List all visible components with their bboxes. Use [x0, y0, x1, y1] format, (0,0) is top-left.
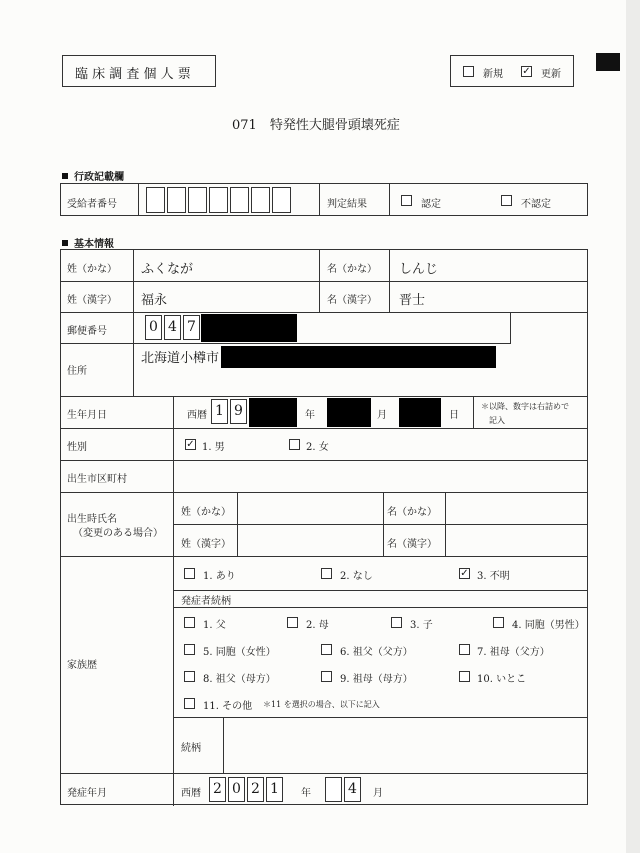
relation-heading: 発症者続柄 — [181, 596, 231, 607]
onset-month-digit-2[interactable]: 4 — [344, 777, 361, 802]
dob-era-label: 西暦 — [187, 410, 207, 421]
rel-7-checkbox[interactable] — [459, 644, 470, 655]
surname-kana-label: 姓（かな） — [67, 264, 117, 275]
rel-4-checkbox[interactable] — [493, 617, 504, 628]
recipient-digit-6[interactable] — [251, 187, 270, 213]
rel-2-label: 2. 母 — [306, 620, 329, 631]
recipient-no-label: 受給者番号 — [67, 199, 117, 210]
basic-table — [60, 249, 588, 805]
approved-checkbox[interactable] — [401, 195, 412, 206]
basic-section-heading: 基本情報 — [62, 235, 114, 250]
postal-label: 郵便番号 — [67, 326, 107, 337]
onset-label: 発症年月 — [67, 788, 107, 799]
bn-surname-kanji-label: 姓（漢字） — [181, 539, 231, 550]
rel-2-checkbox[interactable] — [287, 617, 298, 628]
rel-1-label: 1. 父 — [203, 620, 226, 631]
corner-mark — [596, 53, 620, 71]
admin-table — [60, 183, 588, 216]
address-value[interactable]: 北海道小樽市 — [141, 351, 220, 366]
dob-year-label: 年 — [305, 410, 315, 421]
onset-year-digit-2[interactable]: 0 — [228, 777, 245, 802]
female-label: 2. 女 — [306, 442, 329, 453]
rel-3-checkbox[interactable] — [391, 617, 402, 628]
recipient-digit-4[interactable] — [209, 187, 228, 213]
new-checkbox[interactable] — [463, 66, 474, 77]
surname-kana-value[interactable]: ふくなが — [141, 262, 194, 277]
rel-8-label: 8. 祖父（母方） — [203, 674, 276, 685]
rel-7-label: 7. 祖母（父方） — [477, 647, 550, 658]
disease-title: 071 特発性大腿骨頭壊死症 — [232, 118, 400, 133]
rel-9-checkbox[interactable] — [321, 671, 332, 682]
recipient-digit-3[interactable] — [188, 187, 207, 213]
onset-era-label: 西暦 — [181, 788, 201, 799]
family-yes-checkbox[interactable] — [184, 568, 195, 579]
family-no-label: 2. なし — [340, 571, 373, 582]
recipient-digit-1[interactable] — [146, 187, 165, 213]
redaction-dob-day — [399, 398, 441, 427]
relation-label: 続柄 — [181, 743, 201, 754]
scan-edge — [626, 0, 640, 853]
onset-month-digit-1[interactable] — [325, 777, 342, 802]
form-title-box — [62, 55, 216, 87]
rel-6-checkbox[interactable] — [321, 644, 332, 655]
other-note: ＊11 を選択の場合、以下に記入 — [263, 700, 380, 709]
redaction-dob-month — [327, 398, 371, 427]
family-no-checkbox[interactable] — [321, 568, 332, 579]
recipient-digit-5[interactable] — [230, 187, 249, 213]
update-label: 更新 — [541, 69, 561, 80]
bn-given-kana-label: 名（かな） — [387, 507, 437, 518]
dob-month-label: 月 — [377, 410, 387, 421]
birthplace-label: 出生市区町村 — [67, 474, 127, 485]
given-kana-value[interactable]: しんじ — [399, 262, 439, 277]
onset-year-label: 年 — [301, 788, 311, 799]
rel-11-checkbox[interactable] — [184, 698, 195, 709]
recipient-digit-7[interactable] — [272, 187, 291, 213]
onset-year-digit-3[interactable]: 2 — [247, 777, 264, 802]
postal-digit-1[interactable]: 0 — [145, 315, 162, 340]
family-unknown-label: 3. 不明 — [477, 571, 510, 582]
redaction-dob-year — [249, 398, 297, 427]
dob-digit-1[interactable]: 1 — [211, 399, 228, 424]
postal-digit-2[interactable]: 4 — [164, 315, 181, 340]
rel-9-label: 9. 祖母（母方） — [340, 674, 413, 685]
given-kanji-value[interactable]: 晋士 — [399, 293, 426, 308]
rejected-label: 不認定 — [521, 199, 551, 210]
form-title: 臨 床 調 査 個 人 票 — [75, 67, 191, 82]
rel-5-label: 5. 同胞（女性） — [203, 647, 276, 658]
female-checkbox[interactable] — [289, 439, 300, 450]
family-unknown-checkbox[interactable]: ✓ — [460, 568, 469, 579]
rel-5-checkbox[interactable] — [184, 644, 195, 655]
male-label: 1. 男 — [202, 442, 225, 453]
judgment-label: 判定結果 — [327, 199, 367, 210]
redaction-postal — [201, 314, 297, 342]
rel-1-checkbox[interactable] — [184, 617, 195, 628]
rel-10-label: 10. いとこ — [477, 674, 527, 685]
new-label: 新規 — [483, 69, 503, 80]
family-label: 家族歴 — [67, 660, 97, 671]
onset-month-label: 月 — [373, 788, 383, 799]
redaction-address — [221, 346, 496, 368]
admin-section-heading: 行政記載欄 — [62, 168, 124, 183]
bn-given-kanji-label: 名（漢字） — [387, 539, 437, 550]
rejected-checkbox[interactable] — [501, 195, 512, 206]
rel-3-label: 3. 子 — [410, 620, 433, 631]
rel-4-label: 4. 同胞（男性） — [512, 620, 585, 631]
dob-note-1: ＊以降、数字は右詰めで — [481, 402, 569, 411]
sex-label: 性別 — [67, 442, 87, 453]
bn-surname-kana-label: 姓（かな） — [181, 507, 231, 518]
rel-10-checkbox[interactable] — [459, 671, 470, 682]
birth-name-label-1: 出生時氏名 — [67, 514, 117, 525]
rel-11-label: 11. その他 — [203, 701, 253, 712]
dob-digit-2[interactable]: 9 — [230, 399, 247, 424]
address-label: 住所 — [67, 366, 87, 377]
given-kana-label: 名（かな） — [327, 264, 377, 275]
dob-label: 生年月日 — [67, 410, 107, 421]
onset-year-digit-4[interactable]: 1 — [266, 777, 283, 802]
status-box — [450, 55, 574, 87]
birth-name-label-2: （変更のある場合） — [73, 528, 163, 539]
onset-year-digit-1[interactable]: 2 — [209, 777, 226, 802]
rel-8-checkbox[interactable] — [184, 671, 195, 682]
update-checkbox[interactable]: ✓ — [522, 66, 531, 77]
given-kanji-label: 名（漢字） — [327, 295, 377, 306]
family-yes-label: 1. あり — [203, 571, 236, 582]
rel-6-label: 6. 祖父（父方） — [340, 647, 413, 658]
postal-digit-3[interactable]: 7 — [183, 315, 200, 340]
dob-note-2: 記入 — [489, 416, 505, 425]
male-checkbox[interactable]: ✓ — [186, 439, 195, 450]
surname-kanji-value[interactable]: 福永 — [141, 293, 168, 308]
surname-kanji-label: 姓（漢字） — [67, 295, 117, 306]
approved-label: 認定 — [421, 199, 441, 210]
recipient-digit-2[interactable] — [167, 187, 186, 213]
dob-day-label: 日 — [449, 410, 459, 421]
